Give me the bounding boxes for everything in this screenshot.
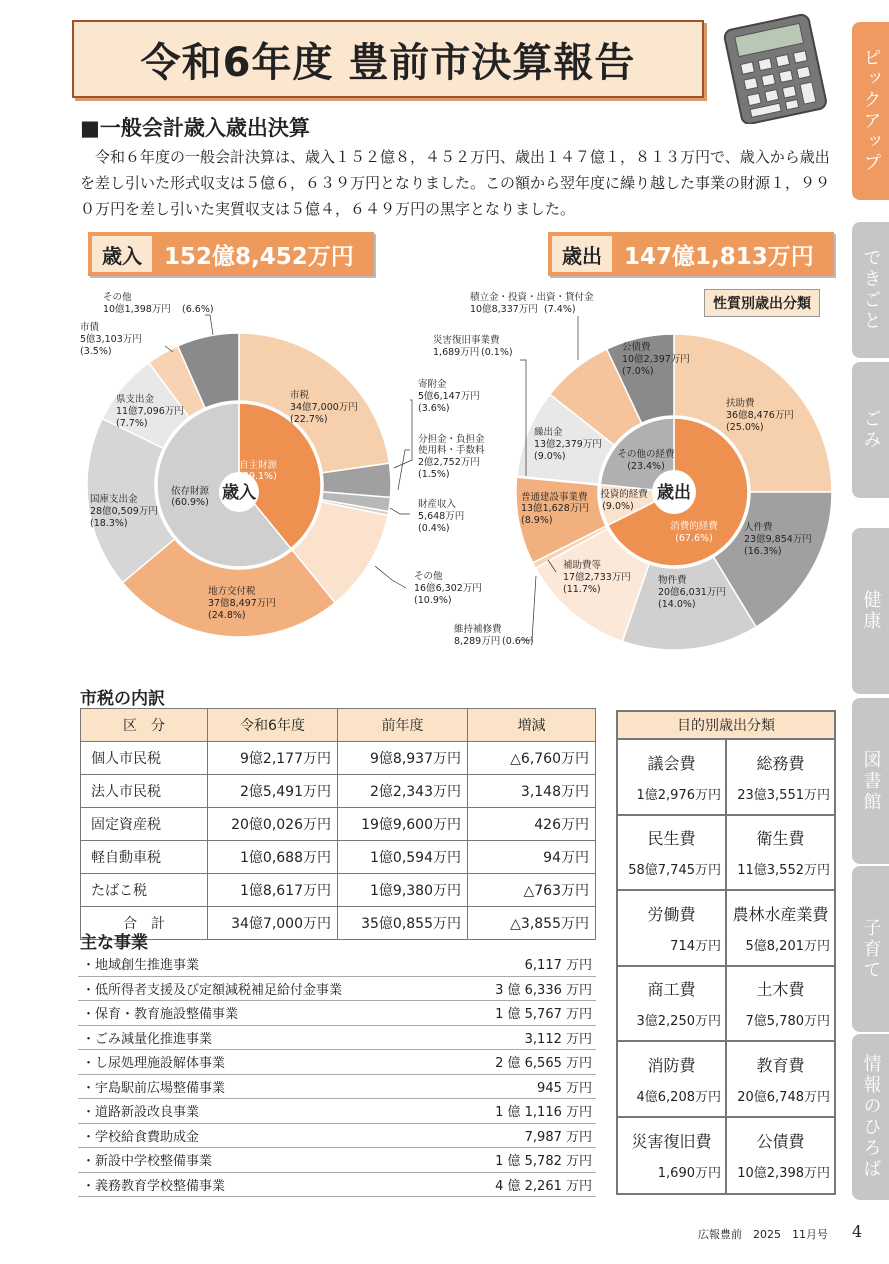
svg-text:(7.7%): (7.7%) [116, 418, 148, 429]
tab-health[interactable]: 健康 [852, 528, 889, 694]
title-band [72, 20, 704, 98]
svg-text:人件費: 人件費 [744, 522, 773, 533]
svg-text:1,689万円: 1,689万円 [433, 347, 480, 358]
purpose-row: 消防費 4億6,208万円 教育費 20億6,748万円 [618, 1042, 834, 1118]
svg-text:公債費: 公債費 [622, 342, 651, 353]
purpose-row: 労働費 714万円 農林水産業費 5億8,201万円 [618, 891, 834, 967]
svg-text:市税: 市税 [290, 390, 310, 401]
svg-text:物件費: 物件費 [658, 575, 687, 586]
tab-garbage[interactable]: ごみ [852, 362, 889, 498]
svg-text:(3.6%): (3.6%) [418, 403, 450, 414]
svg-text:(7.0%): (7.0%) [622, 366, 654, 377]
table-row: たばこ税 1億8,617万円 1億9,380万円 △763万円 [81, 874, 596, 907]
tab-library[interactable]: 図書館 [852, 698, 889, 864]
svg-text:(3.5%): (3.5%) [80, 346, 112, 357]
svg-text:(22.7%): (22.7%) [290, 414, 328, 425]
revenue-tag: 歳入 [92, 236, 152, 272]
section-heading: ■一般会計歳入歳出決算 [80, 116, 310, 140]
tab-childcare[interactable]: 子育て [852, 866, 889, 1032]
exp-label-iji [454, 623, 502, 647]
rev-inner-label-0: 自主財源 [238, 460, 278, 471]
svg-text:(9.0%): (9.0%) [534, 451, 566, 462]
svg-text:市債: 市債 [80, 322, 100, 333]
budget-charts [0, 280, 889, 680]
revenue-total: 152億8,452万円 [164, 243, 354, 270]
svg-text:その他: その他 [103, 292, 132, 303]
svg-text:(10.9%): (10.9%) [414, 595, 452, 606]
page-number: 4 [852, 1222, 863, 1241]
svg-text:積立金・投資・出資・貸付金: 積立金・投資・出資・貸付金 [470, 292, 594, 303]
exp-label-iji-pct: (0.6%) [502, 636, 534, 647]
svg-text:37億8,497万円: 37億8,497万円 [208, 598, 276, 609]
tax-breakdown-heading: 市税の内訳 [80, 689, 165, 709]
table-row: 軽自動車税 1億0,688万円 1億0,594万円 94万円 [81, 841, 596, 874]
svg-text:分担金・負担金: 分担金・負担金 [418, 434, 485, 445]
svg-text:(11.7%): (11.7%) [563, 584, 601, 595]
table-row: 個人市民税 9億2,177万円 9億8,937万円 △6,760万円 [81, 742, 596, 775]
tab-pickup[interactable]: ピックアップ [852, 22, 889, 200]
svg-text:(14.0%): (14.0%) [658, 599, 696, 610]
tax-col-current: 令和6年度 [208, 709, 338, 742]
svg-text:寄附金: 寄附金 [418, 379, 447, 390]
svg-text:(0.4%): (0.4%) [418, 523, 450, 534]
svg-text:13億1,628万円: 13億1,628万円 [521, 503, 589, 514]
rev-label-sonota2-pct: (6.6%) [182, 304, 214, 315]
rev-inner-pct-1: (60.9%) [171, 497, 209, 508]
svg-text:34億7,000万円: 34億7,000万円 [290, 402, 358, 413]
list-item: ・道路新設改良事業 1 億 1,116 万円 [78, 1099, 596, 1124]
svg-text:その他: その他 [414, 571, 443, 582]
rev-label-buntan [418, 433, 485, 480]
svg-text:使用料・手数料: 使用料・手数料 [418, 445, 485, 456]
expense-tag: 歳出 [552, 236, 612, 272]
svg-text:5,648万円: 5,648万円 [418, 511, 465, 522]
svg-text:(1.5%): (1.5%) [418, 469, 450, 480]
rev-label-shisai [80, 321, 142, 357]
svg-text:地方交付税: 地方交付税 [208, 586, 256, 597]
list-item: ・保育・教育施設整備事業 1 億 5,767 万円 [78, 1001, 596, 1026]
expense-center-label: 歳出 [657, 483, 691, 503]
purpose-heading: 目的別歳出分類 [618, 712, 834, 740]
tab-events[interactable]: できごと [852, 222, 889, 358]
svg-text:10億1,398万円: 10億1,398万円 [103, 304, 171, 315]
list-item: ・し尿処理施設解体事業 2 億 6,565 万円 [78, 1050, 596, 1075]
property-classification-label: 性質別歳出分類 [704, 289, 820, 317]
svg-text:(16.3%): (16.3%) [744, 546, 782, 557]
rev-label-zaisan [418, 498, 464, 534]
intro-paragraph: 令和６年度の一般会計決算は、歳入１５２億８，４５２万円、歳出１４７億１，８１３万円で、歳入から歳出を差し引いた形式収支は５億６，６３９万円となりました。この額から翌年度に繰り越した事業の財源１，９９０万円を差し引いた実質収支は５億４，６４９万円の黒字となりました。 [80, 148, 831, 218]
svg-text:8,289万円: 8,289万円 [454, 636, 501, 647]
svg-text:17億2,733万円: 17億2,733万円 [563, 572, 631, 583]
svg-text:県支出金: 県支出金 [116, 394, 155, 405]
list-item: ・学校給食費助成金 7,987 万円 [78, 1124, 596, 1149]
exp-inner-pct-2: (23.4%) [627, 461, 665, 472]
svg-text:10億8,337万円: 10億8,337万円 [470, 304, 538, 315]
revenue-total-box [88, 232, 374, 276]
svg-text:5億6,147万円: 5億6,147万円 [418, 391, 480, 402]
rev-label-sonota1 [414, 570, 482, 606]
table-row: 固定資産税 20億0,026万円 19億9,600万円 426万円 [81, 808, 596, 841]
svg-text:13億2,379万円: 13億2,379万円 [534, 439, 602, 450]
svg-text:普通建設事業費: 普通建設事業費 [521, 492, 588, 503]
rev-label-sonota2 [103, 291, 171, 315]
purpose-row: 災害復旧費 1,690万円 公債費 10億2,398万円 [618, 1118, 834, 1194]
tax-col-previous: 前年度 [338, 709, 468, 742]
svg-text:補助費等: 補助費等 [563, 560, 602, 571]
table-row: 法人市民税 2億5,491万円 2億2,343万円 3,148万円 [81, 775, 596, 808]
exp-inner-pct-1: (9.0%) [602, 501, 634, 512]
exp-inner-pct-0: (67.6%) [675, 533, 713, 544]
purpose-row: 商工費 3億2,250万円 土木費 7億5,780万円 [618, 967, 834, 1043]
purpose-row: 議会費 1億2,976万円 総務費 23億3,551万円 [618, 740, 834, 816]
svg-text:23億9,854万円: 23億9,854万円 [744, 534, 812, 545]
list-item: ・地域創生推進事業 6,117 万円 [78, 952, 596, 977]
svg-text:10億2,397万円: 10億2,397万円 [622, 354, 690, 365]
svg-text:5億3,103万円: 5億3,103万円 [80, 334, 142, 345]
tax-col-change: 増減 [468, 709, 596, 742]
exp-inner-label-2: その他の経費 [617, 449, 675, 460]
exp-label-tsumitate-pct: (7.4%) [544, 304, 576, 315]
svg-text:繰出金: 繰出金 [534, 427, 563, 438]
revenue-center-label: 歳入 [222, 483, 256, 503]
svg-text:財産収入: 財産収入 [418, 499, 457, 510]
svg-text:維持補修費: 維持補修費 [454, 624, 502, 635]
main-projects-list [78, 952, 596, 1197]
main-projects-heading: 主な事業 [80, 933, 148, 953]
tax-col-category: 区 分 [81, 709, 208, 742]
svg-text:(25.0%): (25.0%) [726, 422, 764, 433]
page-title: 令和6年度 豊前市決算報告 [140, 39, 636, 86]
svg-text:16億6,302万円: 16億6,302万円 [414, 583, 482, 594]
tab-info[interactable]: 情報のひろば [852, 1034, 889, 1200]
svg-text:28億0,509万円: 28億0,509万円 [90, 506, 158, 517]
expense-total-box [548, 232, 834, 276]
list-item: ・義務教育学校整備事業 4 億 2,261 万円 [78, 1173, 596, 1198]
svg-text:災害復旧事業費: 災害復旧事業費 [433, 335, 500, 346]
table-row-total: 合 計 34億7,000万円 35億0,855万円 △3,855万円 [81, 907, 596, 940]
exp-inner-label-0: 消費的経費 [670, 521, 718, 532]
list-item: ・低所得者支援及び定額減税補足給付金事業 3 億 6,336 万円 [78, 977, 596, 1002]
rev-inner-pct-0: (39.1%) [239, 471, 277, 482]
svg-text:国庫支出金: 国庫支出金 [90, 494, 138, 505]
list-item: ・宇島駅前広場整備事業 945 万円 [78, 1075, 596, 1100]
footer-publication: 広報豊前 2025 11月号 [698, 1228, 828, 1241]
exp-label-saigai-pct: (0.1%) [481, 347, 513, 358]
svg-text:20億6,031万円: 20億6,031万円 [658, 587, 726, 598]
expense-total: 147億1,813万円 [624, 243, 814, 270]
svg-text:(8.9%): (8.9%) [521, 515, 553, 526]
calculator-icon [712, 12, 832, 124]
purpose-row: 民生費 58億7,745万円 衛生費 11億3,552万円 [618, 816, 834, 892]
svg-text:(18.3%): (18.3%) [90, 518, 128, 529]
svg-text:2億2,752万円: 2億2,752万円 [418, 457, 480, 468]
list-item: ・ごみ減量化推進事業 3,112 万円 [78, 1026, 596, 1051]
rev-label-kifu [418, 378, 480, 414]
purpose-expense-table [616, 710, 836, 1195]
exp-inner-label-1: 投資的経費 [600, 489, 648, 500]
tax-breakdown-table [80, 708, 596, 940]
svg-text:(24.8%): (24.8%) [208, 610, 246, 621]
svg-text:扶助費: 扶助費 [726, 398, 755, 409]
svg-text:11億7,096万円: 11億7,096万円 [116, 406, 184, 417]
svg-text:36億8,476万円: 36億8,476万円 [726, 410, 794, 421]
rev-inner-label-1: 依存財源 [170, 486, 210, 497]
list-item: ・新設中学校整備事業 1 億 5,782 万円 [78, 1148, 596, 1173]
